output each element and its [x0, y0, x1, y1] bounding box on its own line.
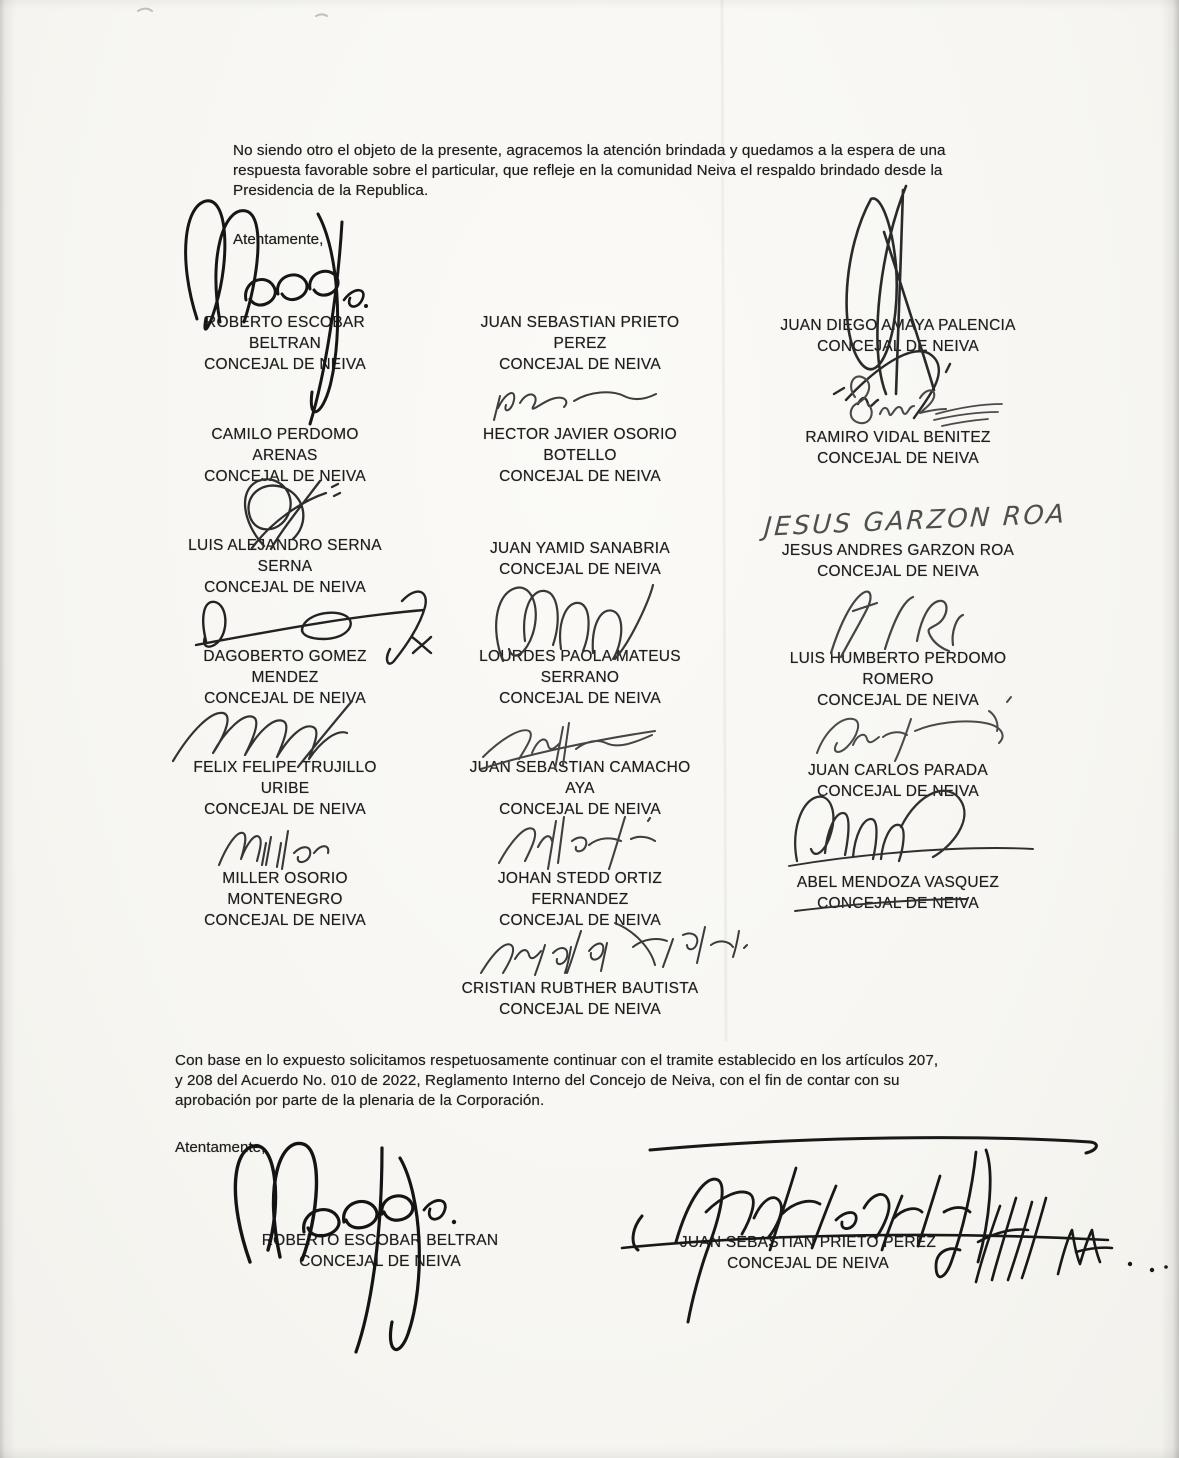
signatory-block-dagoberto-gomez — [140, 646, 430, 709]
signatory-role: CONCEJAL DE NEIVA — [499, 801, 661, 818]
signatory-role: CONCEJAL DE NEIVA — [204, 468, 366, 485]
signatory-block-cristian-bautista — [428, 978, 732, 1020]
signatory-name-line: SERNA — [257, 558, 313, 575]
signatory-block-hector-osorio — [428, 424, 732, 487]
paragraph-line: respuesta favorable sobre el particular, que refleje en la comunidad Neiva el respaldo brindado desde la — [233, 162, 943, 179]
signatory-role: CONCEJAL DE NEIVA — [204, 356, 366, 373]
signature-juan-diego-amaya — [834, 186, 950, 418]
signatory-block-lourdes-mateus — [428, 646, 732, 709]
signatory-role: CONCEJAL DE NEIVA — [499, 912, 661, 929]
paragraph-line: y 208 del Acuerdo No. 010 de 2022, Reglamento Interno del Concejo de Neiva, con el fin de contar con su — [175, 1072, 900, 1089]
signatory-name-line: JUAN SEBASTIAN PRIETO — [480, 314, 680, 331]
signatory-name-line: AYA — [565, 780, 595, 797]
signatory-name-line: JUAN SEBASTIAN PRIETO PEREZ — [679, 1234, 937, 1251]
request-paragraph — [175, 1051, 975, 1111]
signatory-role: CONCEJAL DE NEIVA — [499, 561, 661, 578]
signatory-role: CONCEJAL DE NEIVA — [817, 895, 979, 912]
signatory-block-jesus-garzon — [744, 540, 1052, 582]
signatory-block-luis-serna — [140, 535, 430, 598]
signatory-role: CONCEJAL DE NEIVA — [204, 690, 366, 707]
signatory-name-line: LUIS HUMBERTO PERDOMO — [789, 650, 1007, 667]
paragraph-line: Con base en lo expuesto solicitamos respetuosamente continuar con el tramite establecido en los artículos 207, — [175, 1052, 939, 1069]
signatory-name-line: FELIX FELIPE TRUJILLO — [193, 759, 377, 776]
signatory-role: CONCEJAL DE NEIVA — [499, 356, 661, 373]
signatory-role: CONCEJAL DE NEIVA — [817, 450, 979, 467]
signatory-block-roberto-escobar — [140, 312, 430, 375]
signatory-block-johan-ortiz — [428, 868, 732, 931]
signatory-name-line: JOHAN STEDD ORTIZ — [497, 870, 663, 887]
signatory-name-line: SERRANO — [540, 669, 620, 686]
signatory-name-line: MENDEZ — [251, 669, 319, 686]
signatory-name-line: URIBE — [260, 780, 310, 797]
signatory-role: CONCEJAL DE NEIVA — [204, 912, 366, 929]
signatory-name-line: JUAN SEBASTIAN CAMACHO — [469, 759, 691, 776]
signatory-block-juan-yamid-sanabria — [428, 538, 732, 580]
final-signatory-block-juan-prieto — [652, 1232, 964, 1274]
signatory-name-line: ARENAS — [252, 447, 318, 464]
signatory-role: CONCEJAL DE NEIVA — [817, 692, 979, 709]
signatory-name-line: ROMERO — [862, 671, 934, 688]
salutation-bottom: Atentamente, — [175, 1139, 266, 1156]
signatory-block-felix-trujillo — [140, 757, 430, 820]
signatory-role: CONCEJAL DE NEIVA — [817, 783, 979, 800]
paragraph-line: No siendo otro el objeto de la presente, agracemos la atención brindada y quedamos a la espera de una — [233, 142, 946, 159]
signature-miller-osorio — [219, 831, 328, 869]
signatory-name-line: JUAN CARLOS PARADA — [808, 762, 988, 779]
signatory-name-line: HECTOR JAVIER OSORIO — [483, 426, 677, 443]
signatory-role: CONCEJAL DE NEIVA — [204, 801, 366, 818]
signature-johan-ortiz — [499, 817, 655, 869]
signatory-name-line: ROBERTO ESCOBAR BELTRAN — [261, 1232, 499, 1249]
scan-smudge — [138, 9, 327, 16]
signatory-role: CONCEJAL DE NEIVA — [499, 468, 661, 485]
closing-paragraph — [233, 141, 967, 201]
signatory-name-line: JUAN YAMID SANABRIA — [490, 540, 670, 557]
signatory-role: CONCEJAL DE NEIVA — [204, 579, 366, 596]
signatory-name-line: BELTRAN — [248, 335, 322, 352]
signatory-name-line: PEREZ — [553, 335, 607, 352]
paragraph-line: aprobación por parte de la plenaria de la Corporación. — [175, 1092, 545, 1109]
signatory-role: CONCEJAL DE NEIVA — [499, 690, 661, 707]
signature-ramiro-vidal — [851, 376, 1002, 426]
signatory-block-ramiro-vidal — [744, 427, 1052, 469]
signatory-name-line: MILLER OSORIO — [222, 870, 348, 887]
garzon-handwritten-signature: JESUS GARZON ROA — [763, 499, 1068, 543]
signatory-block-juan-camacho — [428, 757, 732, 820]
signatory-name-line: JUAN DIEGO AMAYA PALENCIA — [780, 317, 1016, 334]
signatory-role: CONCEJAL DE NEIVA — [817, 563, 979, 580]
signatory-name-line: RAMIRO VIDAL BENITEZ — [805, 429, 991, 446]
signatory-block-juan-prieto — [428, 312, 732, 375]
final-signatory-block-roberto-escobar — [248, 1230, 512, 1272]
paragraph-line: Presidencia de la Republica. — [233, 182, 429, 199]
signatory-name-line: LOURDES PAOLA MATEUS — [479, 648, 681, 665]
signatory-block-abel-mendoza — [744, 872, 1052, 914]
signatory-name-line: FERNANDEZ — [531, 891, 629, 908]
signatory-block-camilo-perdomo — [140, 424, 430, 487]
signature-hector-osorio — [494, 392, 656, 420]
signature-juan-prieto-bottom — [622, 1138, 1168, 1322]
signatory-name-line: ROBERTO ESCOBAR — [205, 314, 365, 331]
signatory-name-line: JESUS ANDRES GARZON ROA — [781, 542, 1015, 559]
signatory-name-line: CRISTIAN RUBTHER BAUTISTA — [461, 980, 699, 997]
signatory-name-line: ABEL MENDOZA VASQUEZ — [796, 874, 1000, 891]
signatory-name-line: MONTENEGRO — [227, 891, 343, 908]
signatory-name-line: BOTELLO — [543, 447, 617, 464]
signatory-role: CONCEJAL DE NEIVA — [727, 1255, 889, 1272]
signatory-role: CONCEJAL DE NEIVA — [499, 1001, 661, 1018]
signatory-name-line: DAGOBERTO GOMEZ — [203, 648, 367, 665]
signatory-role: CONCEJAL DE NEIVA — [299, 1253, 461, 1270]
signatory-block-juan-diego-amaya — [744, 315, 1052, 357]
signatory-block-luis-humberto-perdomo — [744, 648, 1052, 711]
signatory-block-juan-carlos-parada — [744, 760, 1052, 802]
signatory-block-miller-osorio — [140, 868, 430, 931]
salutation-top: Atentamente, — [233, 231, 324, 248]
signatory-name-line: CAMILO PERDOMO — [211, 426, 359, 443]
signatory-name-line: LUIS ALEJANDRO SERNA — [188, 537, 382, 554]
signatory-role: CONCEJAL DE NEIVA — [817, 338, 979, 355]
